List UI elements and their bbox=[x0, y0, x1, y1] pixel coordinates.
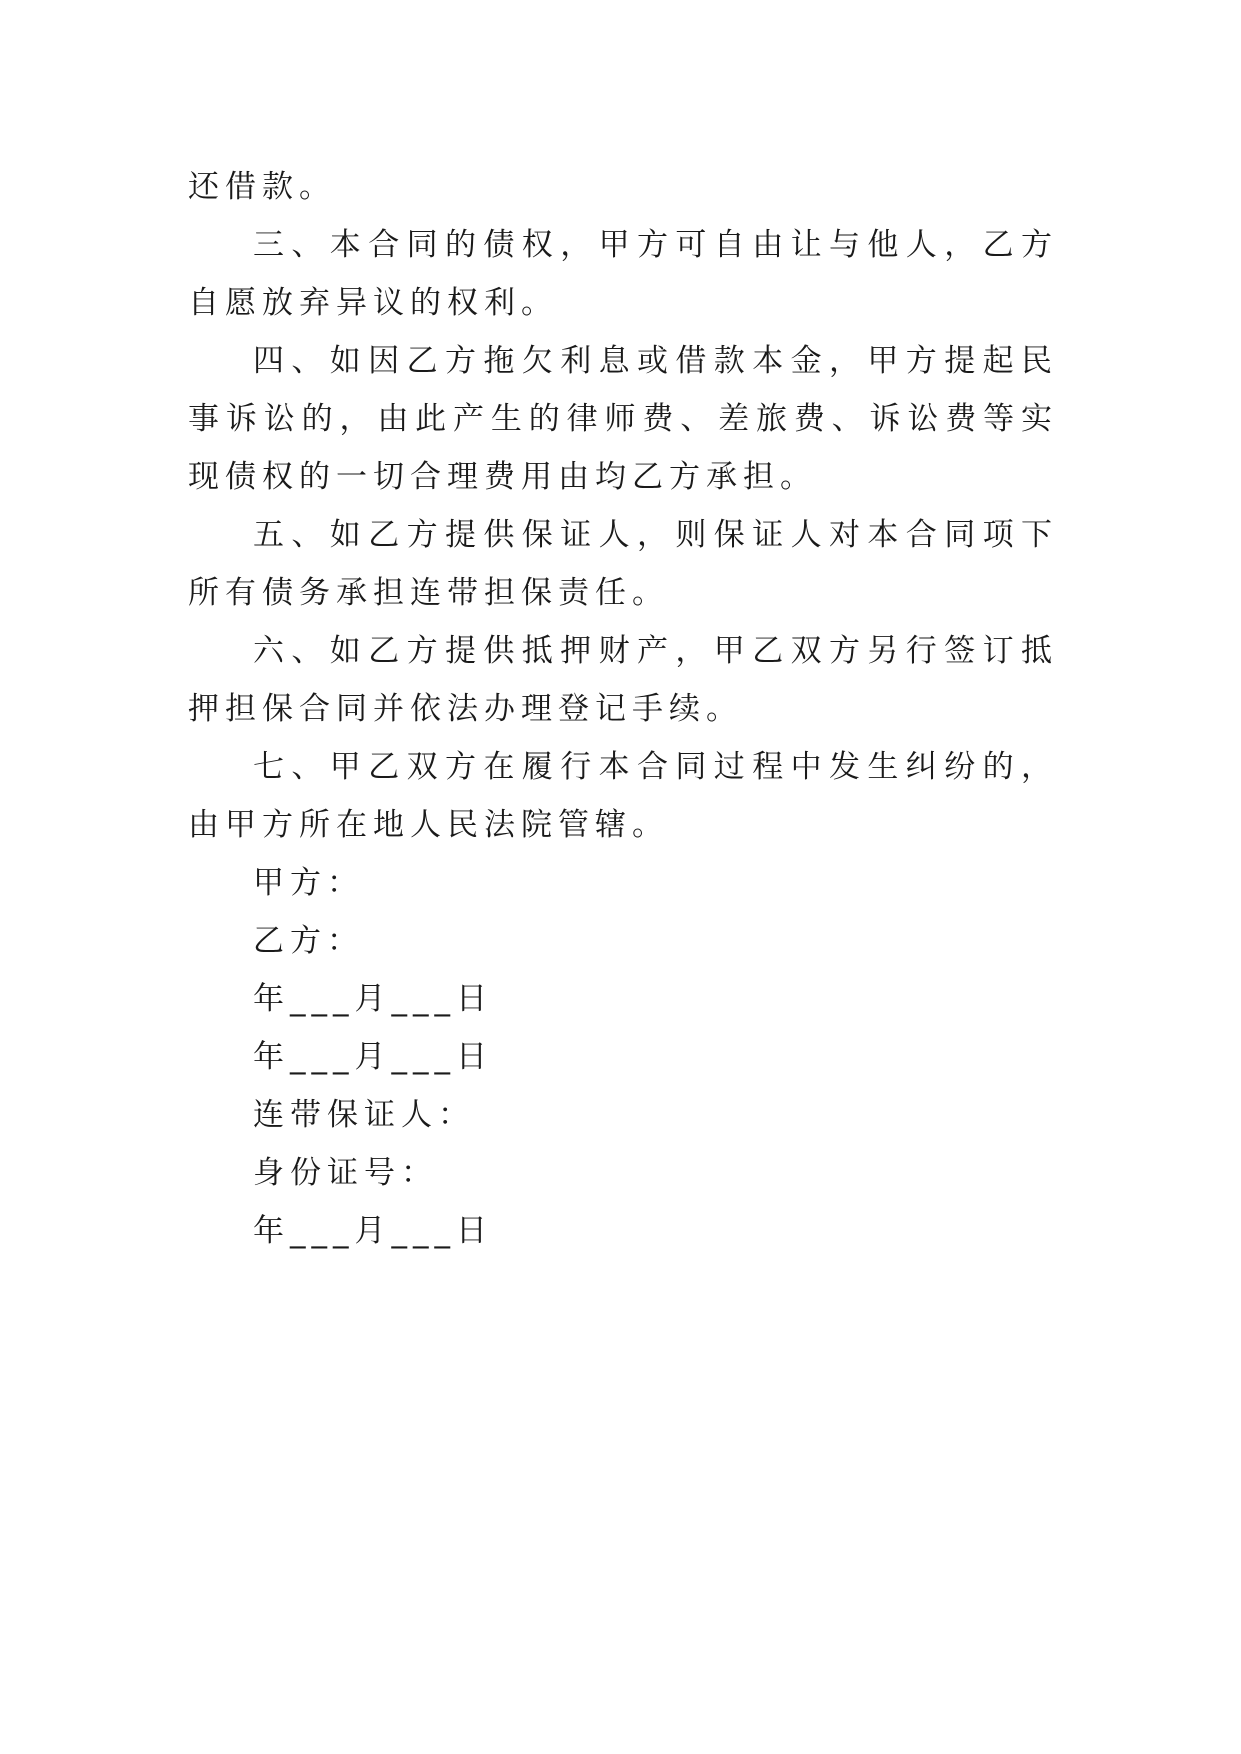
paragraph-continuation: 还借款。 bbox=[188, 169, 336, 205]
party-b-label: 乙方： bbox=[253, 923, 364, 959]
date-line-3: 年___月___日 bbox=[253, 1213, 493, 1249]
clause-3: 三、本合同的债权，甲方可自由让与他人，乙方自愿放弃异议的权利。 bbox=[188, 227, 1058, 321]
party-a-label: 甲方： bbox=[253, 865, 364, 901]
clause-5: 五、如乙方提供保证人，则保证人对本合同项下所有债务承担连带担保责任。 bbox=[188, 517, 1058, 611]
id-number-label: 身份证号： bbox=[253, 1155, 438, 1191]
clause-7: 七、甲乙双方在履行本合同过程中发生纠纷的，由甲方所在地人民法院管辖。 bbox=[188, 749, 1058, 843]
guarantor-label: 连带保证人： bbox=[253, 1097, 475, 1133]
clause-4: 四、如因乙方拖欠利息或借款本金，甲方提起民事诉讼的，由此产生的律师费、差旅费、诉讼费等实现债权的一切合理费用由均乙方承担。 bbox=[188, 343, 1058, 495]
date-line-2: 年___月___日 bbox=[253, 1039, 493, 1075]
clause-6: 六、如乙方提供抵押财产，甲乙双方另行签订抵押担保合同并依法办理登记手续。 bbox=[188, 633, 1058, 727]
date-line-1: 年___月___日 bbox=[253, 981, 493, 1017]
signature-block bbox=[188, 854, 1058, 1260]
document-body bbox=[188, 158, 1058, 1260]
